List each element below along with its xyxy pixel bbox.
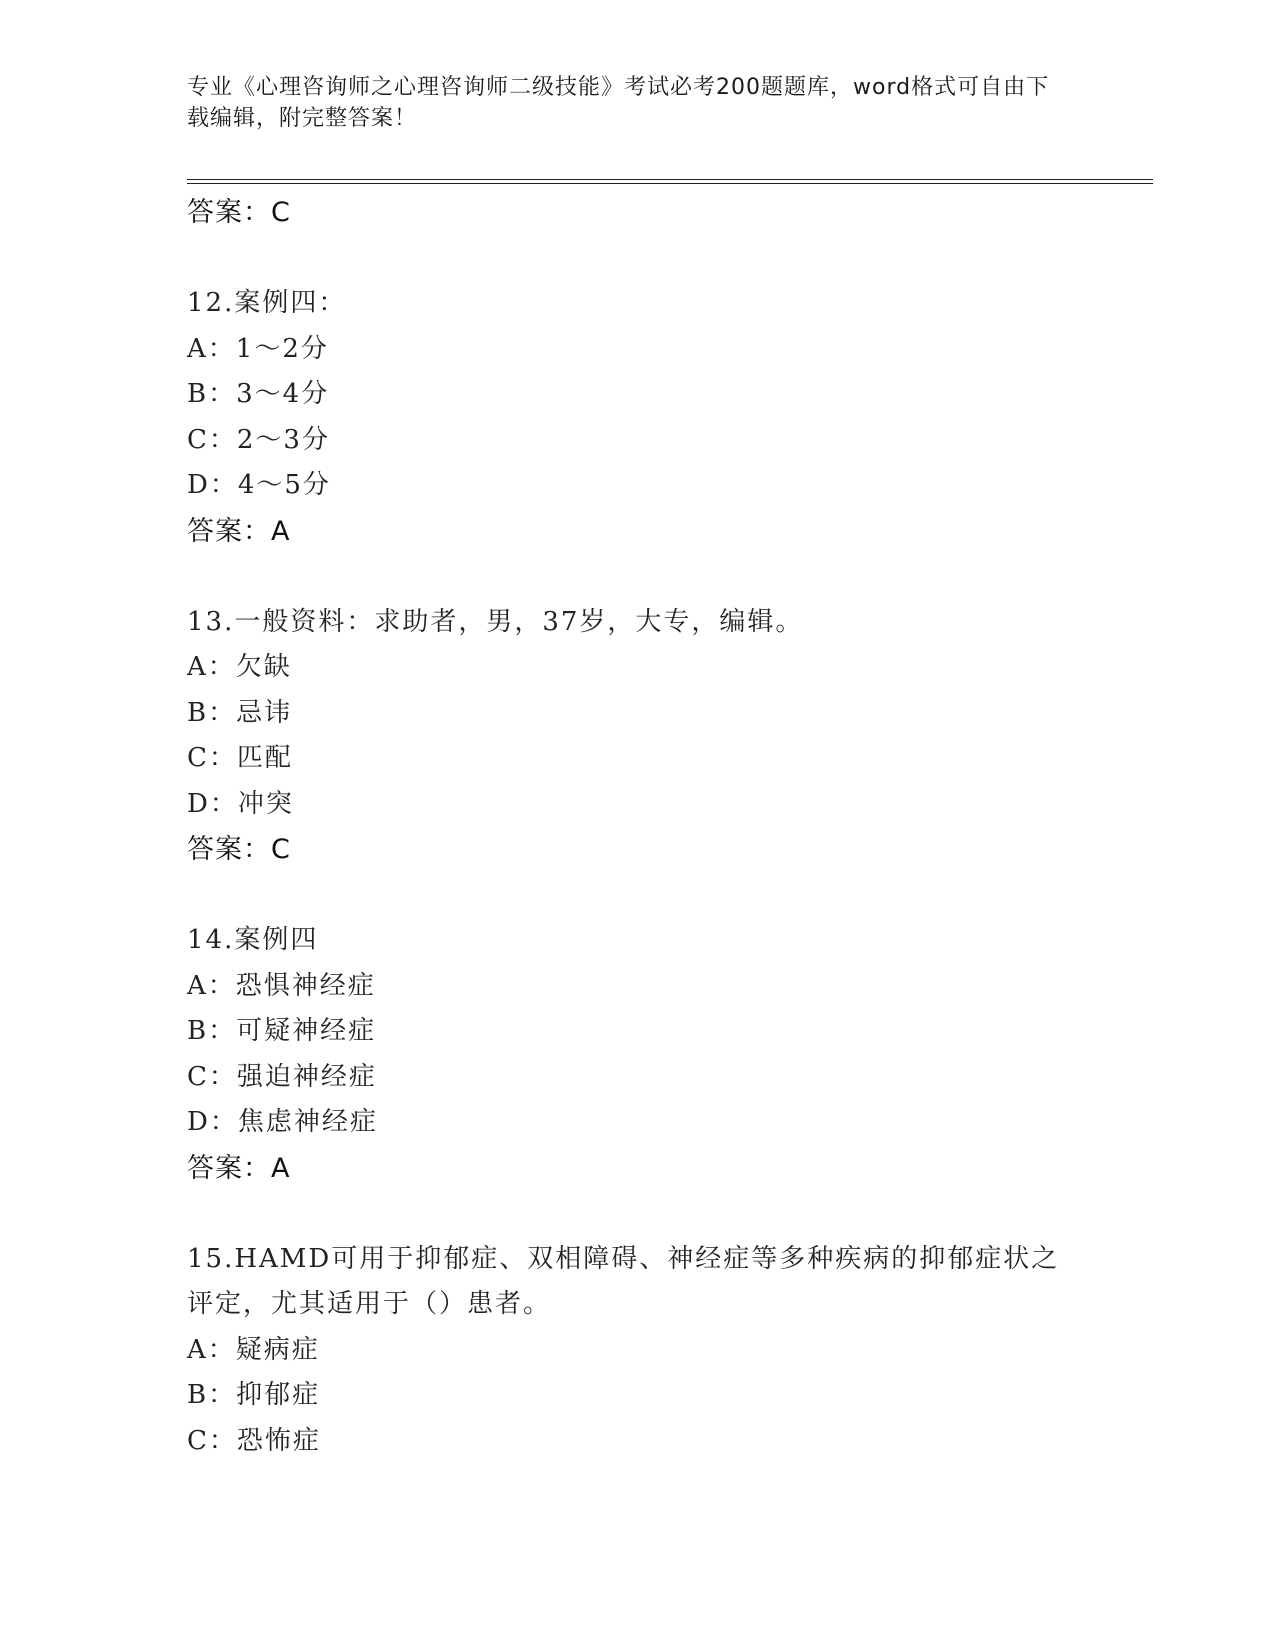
option-b: B：3～4分 <box>187 379 330 409</box>
answer-line: 答案：A <box>187 515 291 547</box>
question-title: 12.案例四： <box>187 288 347 318</box>
question-content <box>187 190 1087 1464</box>
option-c: C：恐怖症 <box>187 1425 321 1456</box>
answer-line: 答案：C <box>187 834 291 865</box>
answer-line: 答案：A <box>187 1152 291 1184</box>
document-header: 专业《心理咨询师之心理咨询师二级技能》考试必考200题题库，word格式可自由下载编辑，附完整答案！ <box>187 75 1050 131</box>
option-b: B：忌讳 <box>187 697 293 728</box>
spacer <box>187 1191 1087 1237</box>
question-12 <box>187 281 1087 554</box>
option-c: C：强迫神经症 <box>187 1061 377 1092</box>
spacer <box>187 873 1087 919</box>
option-d: D：焦虑神经症 <box>187 1107 378 1137</box>
answer-line: 答案：C <box>187 197 291 228</box>
option-a: A：疑病症 <box>187 1334 320 1365</box>
option-a: A：欠缺 <box>187 652 292 682</box>
option-a: A：1～2分 <box>187 333 329 364</box>
option-c: C：2～3分 <box>187 424 330 455</box>
header-divider-bottom <box>187 183 1153 184</box>
option-d: D：4～5分 <box>187 470 331 500</box>
question-13 <box>187 600 1087 873</box>
question-title: 15.HAMD可用于抑郁症、双相障碍、神经症等多种疾病的抑郁症状之评定，尤其适用于（）患者。 <box>187 1243 1060 1319</box>
option-b: B：抑郁症 <box>187 1380 321 1410</box>
option-c: C：匹配 <box>187 743 293 773</box>
question-14 <box>187 918 1087 1191</box>
header-divider-top <box>187 179 1153 180</box>
spacer <box>187 554 1087 600</box>
spacer <box>187 236 1087 282</box>
option-b: B：可疑神经症 <box>187 1016 377 1046</box>
question-title: 14.案例四 <box>187 925 319 955</box>
question-15 <box>187 1237 1087 1465</box>
question-title: 13.一般资料：求助者，男，37岁，大专，编辑。 <box>187 606 804 637</box>
option-a: A：恐惧神经症 <box>187 970 376 1001</box>
option-d: D：冲突 <box>187 788 294 819</box>
